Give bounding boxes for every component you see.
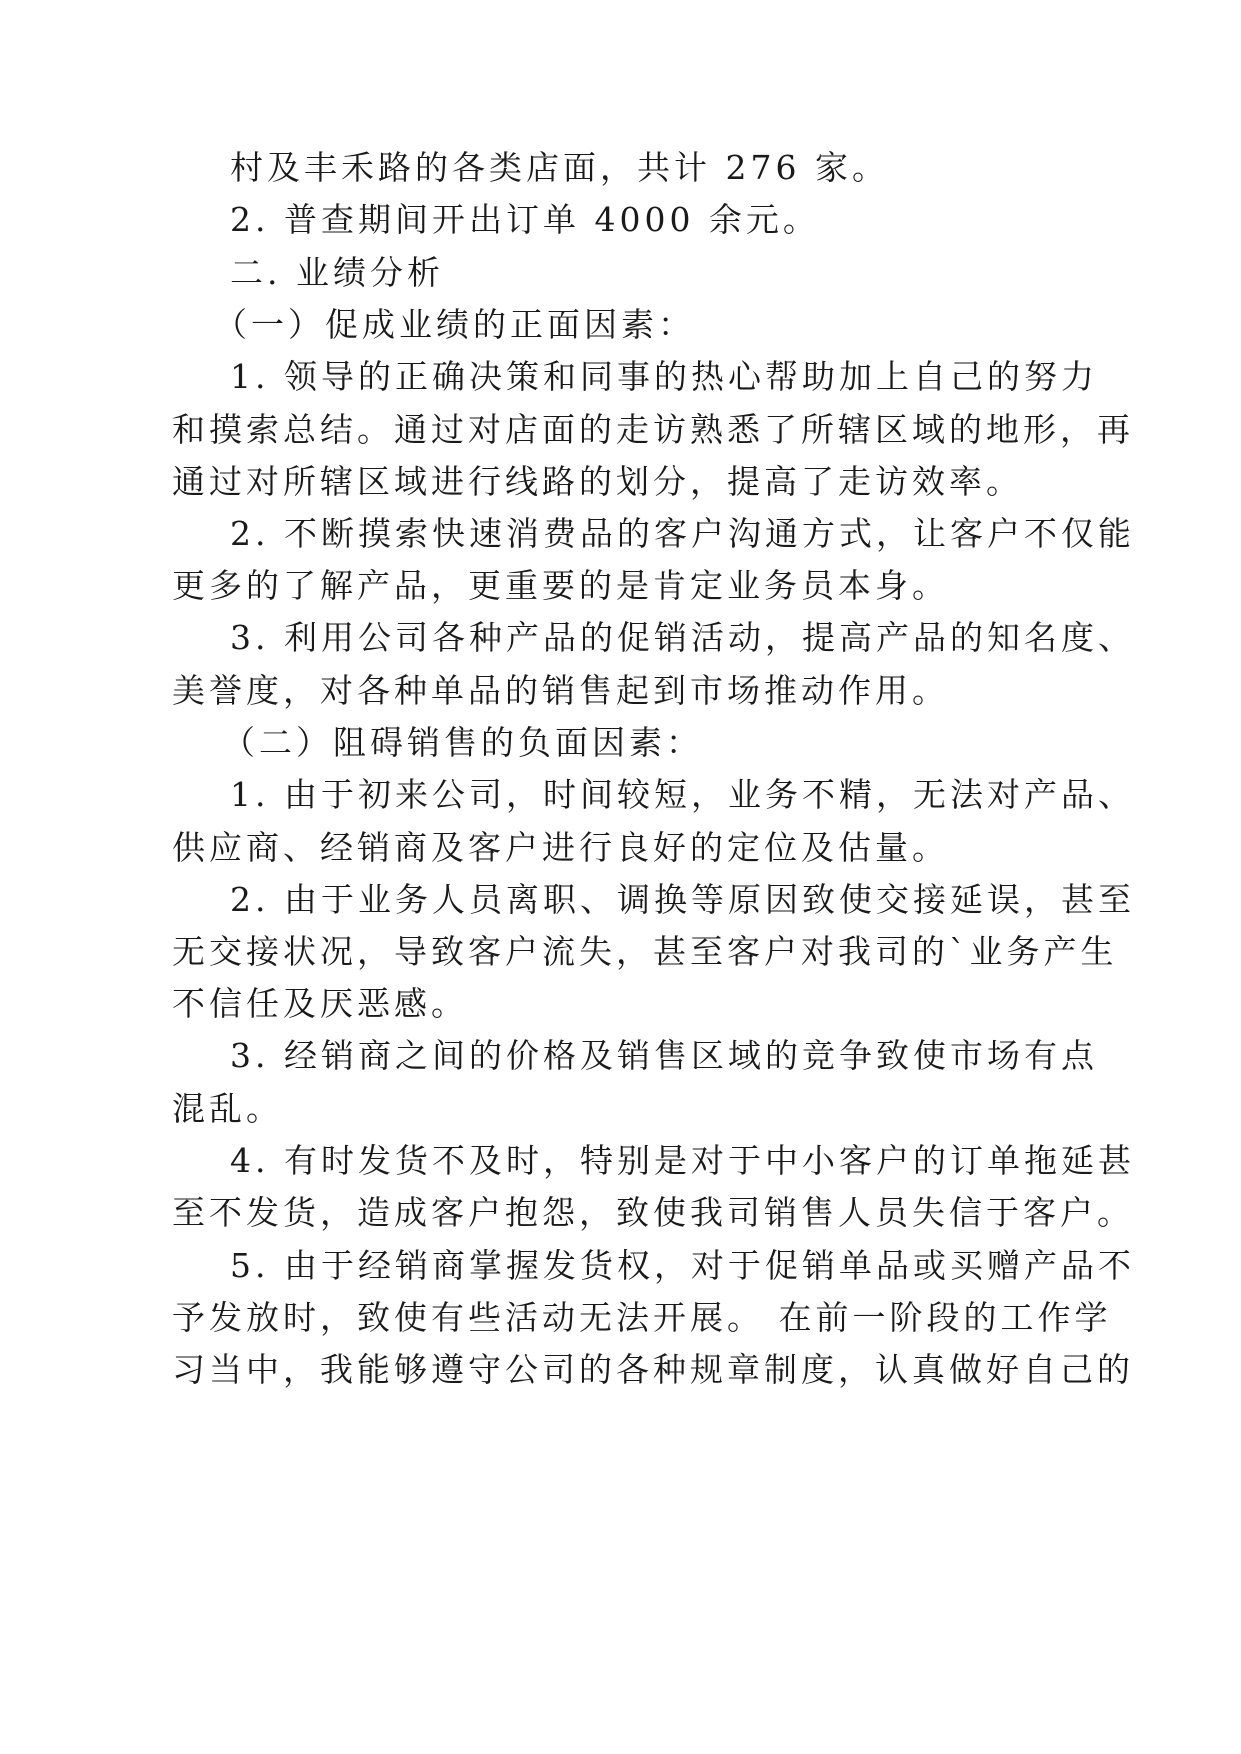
text-line: 更多的了解产品，更重要的是肯定业务员本身。 [172,566,949,605]
text-line: 2. 不断摸索快速消费品的客户沟通方式，让客户不仅能 [230,514,1135,553]
subsection-heading: （二）阻碍销售的负面因素： [222,723,703,762]
subsection-heading: （一）促成业绩的正面因素： [214,305,695,344]
text-line: 予发放时，致使有些活动无法开展。 在前一阶段的工作学 [172,1298,1112,1337]
text-line: 习当中，我能够遵守公司的各种规章制度，认真做好自己的 [172,1350,1134,1389]
text-line: 3. 利用公司各种产品的促销活动，提高产品的知名度、 [230,618,1135,657]
section-heading: 二. 业绩分析 [230,253,444,292]
text-line: 2. 普查期间开出订单 4000 余元。 [230,200,820,239]
text-line: 4. 有时发货不及时，特别是对于中小客户的订单拖延甚 [230,1141,1135,1180]
text-line: 至不发货，造成客户抱怨，致使我司销售人员失信于客户。 [172,1193,1134,1232]
text-line: 3. 经销商之间的价格及销售区域的竞争致使市场有点 [230,1036,1098,1075]
text-line: 美誉度，对各种单品的销售起到市场推动作用。 [172,671,949,710]
text-line: 1. 领导的正确决策和同事的热心帮助加上自己的努力 [230,357,1098,396]
text-line: 2. 由于业务人员离职、调换等原因致使交接延误，甚至 [230,880,1135,919]
text-line: 5. 由于经销商掌握发货权，对于促销单品或买赠产品不 [230,1246,1135,1285]
text-line: 村及丰禾路的各类店面，共计 276 家。 [230,148,889,187]
text-line: 和摸索总结。通过对店面的走访熟悉了所辖区域的地形，再 [172,410,1134,449]
text-line: 无交接状况，导致客户流失，甚至客户对我司的`业务产生 [172,932,1118,971]
text-line: 1. 由于初来公司，时间较短，业务不精，无法对产品、 [230,775,1135,814]
text-line: 混乱。 [172,1089,283,1128]
text-line: 通过对所辖区域进行线路的划分，提高了走访效率。 [172,462,1023,501]
text-line: 不信任及厌恶感。 [172,984,468,1023]
text-line: 供应商、经销商及客户进行良好的定位及估量。 [172,828,949,867]
